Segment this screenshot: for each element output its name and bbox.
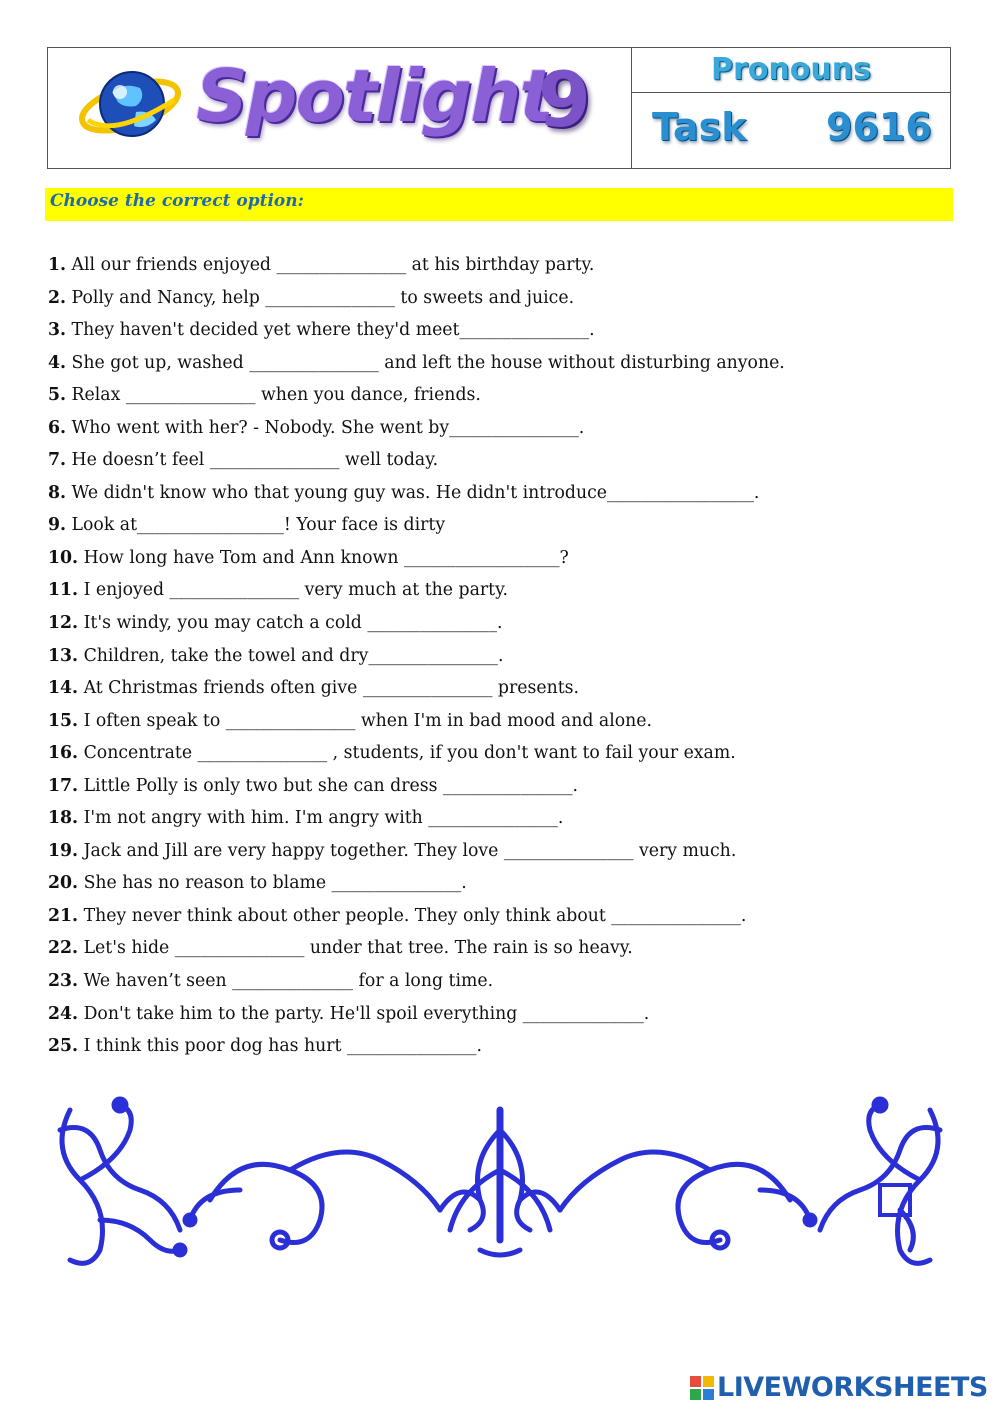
question-text: Look at_________________! Your face is dirty [66, 515, 446, 536]
question-item [48, 545, 948, 578]
task-label: Task [652, 105, 747, 149]
question-text: Polly and Nancy, help _______________ to sweets and juice. [66, 287, 575, 308]
instruction-text: Choose the correct option: [50, 191, 304, 211]
question-item [48, 708, 948, 741]
question-item [48, 285, 948, 318]
question-item [48, 643, 948, 676]
floral-ornament-icon [40, 1090, 960, 1280]
question-text: Jack and Jill are very happy together. They love _______________ very much. [78, 840, 737, 861]
question-item [48, 675, 948, 708]
instruction-bar [45, 188, 953, 221]
question-text: She has no reason to blame _______________. [78, 873, 467, 894]
question-number: 6. [48, 417, 67, 438]
question-number: 25. [48, 1036, 79, 1057]
question-text: I often speak to _______________ when I'm in bad mood and alone. [78, 710, 652, 731]
question-number: 12. [48, 613, 79, 634]
spotlight-logo-text: Spotlight [196, 54, 552, 138]
task-cell [632, 93, 950, 168]
question-number: 4. [48, 352, 67, 373]
question-number: 16. [48, 743, 79, 764]
question-number: 20. [48, 873, 79, 894]
question-text: I'm not angry with him. I'm angry with _______________. [78, 808, 564, 829]
question-item [48, 317, 948, 350]
question-number: 8. [48, 482, 67, 503]
question-text: At Christmas friends often give _______________ presents. [78, 678, 580, 699]
topic-cell [632, 48, 950, 93]
question-list [48, 252, 948, 1066]
question-number: 22. [48, 938, 79, 959]
question-text: How long have Tom and Ann known __________________? [78, 547, 569, 568]
question-number: 13. [48, 645, 79, 666]
question-number: 5. [48, 385, 67, 406]
question-item [48, 740, 948, 773]
topic-title: Pronouns [711, 52, 871, 87]
question-item [48, 1001, 948, 1034]
question-item [48, 838, 948, 871]
question-item [48, 480, 948, 513]
question-number: 7. [48, 450, 67, 471]
task-number: 9616 [826, 105, 932, 149]
question-text: Little Polly is only two but she can dress _______________. [78, 775, 579, 796]
question-number: 17. [48, 775, 79, 796]
question-item [48, 447, 948, 480]
question-text: Children, take the towel and dry_______________. [78, 645, 504, 666]
question-item [48, 577, 948, 610]
question-text: Let's hide _______________ under that tree. The rain is so heavy. [78, 938, 633, 959]
question-number: 1. [48, 255, 67, 275]
question-text: They never think about other people. They only think about _______________. [78, 905, 747, 926]
question-number: 3. [48, 320, 67, 341]
header-box [47, 47, 951, 169]
question-number: 14. [48, 678, 79, 699]
question-item [48, 350, 948, 383]
question-text: She got up, washed _______________ and left the house without disturbing anyone. [66, 352, 785, 373]
question-number: 18. [48, 808, 79, 829]
question-item [48, 805, 948, 838]
question-item [48, 1033, 948, 1066]
question-text: I think this poor dog has hurt _______________. [78, 1036, 483, 1057]
question-item [48, 968, 948, 1001]
question-number: 2. [48, 287, 67, 308]
question-number: 9. [48, 515, 67, 536]
question-item [48, 610, 948, 643]
question-number: 21. [48, 905, 79, 926]
question-number: 10. [48, 547, 79, 568]
logo-panel [48, 48, 632, 168]
question-item [48, 415, 948, 448]
question-text: It's windy, you may catch a cold _______________. [78, 613, 503, 634]
question-text: He doesn’t feel _______________ well today. [66, 450, 439, 471]
question-text: Relax _______________ when you dance, friends. [66, 385, 481, 406]
question-text: Who went with her? - Nobody. She went by_______________. [66, 417, 585, 438]
question-number: 11. [48, 580, 79, 601]
question-text: We didn't know who that young guy was. He didn't introduce_________________. [66, 482, 760, 503]
question-text: Don't take him to the party. He'll spoil everything ______________. [78, 1003, 650, 1024]
question-text: We haven’t seen ______________ for a long time. [78, 971, 494, 992]
question-item [48, 382, 948, 415]
question-text: I enjoyed _______________ very much at the party. [78, 580, 509, 601]
question-item [48, 252, 948, 285]
question-item [48, 512, 948, 545]
question-item [48, 773, 948, 806]
question-number: 15. [48, 710, 79, 731]
question-text: All our friends enjoyed _______________ at his birthday party. [66, 255, 595, 275]
globe-logo-icon [74, 62, 184, 148]
grade-number: 9 [538, 55, 591, 144]
question-item [48, 935, 948, 968]
question-text: Concentrate _______________ , students, if you don't want to fail your exam. [78, 743, 736, 764]
question-number: 19. [48, 840, 79, 861]
question-number: 24. [48, 1003, 79, 1024]
brand-text: LIVEWORKSHEETS [717, 1372, 988, 1403]
liveworksheets-logo-icon [690, 1376, 714, 1400]
question-item [48, 903, 948, 936]
question-number: 23. [48, 971, 79, 992]
question-item [48, 870, 948, 903]
question-text: They haven't decided yet where they'd meet_______________. [66, 320, 595, 341]
